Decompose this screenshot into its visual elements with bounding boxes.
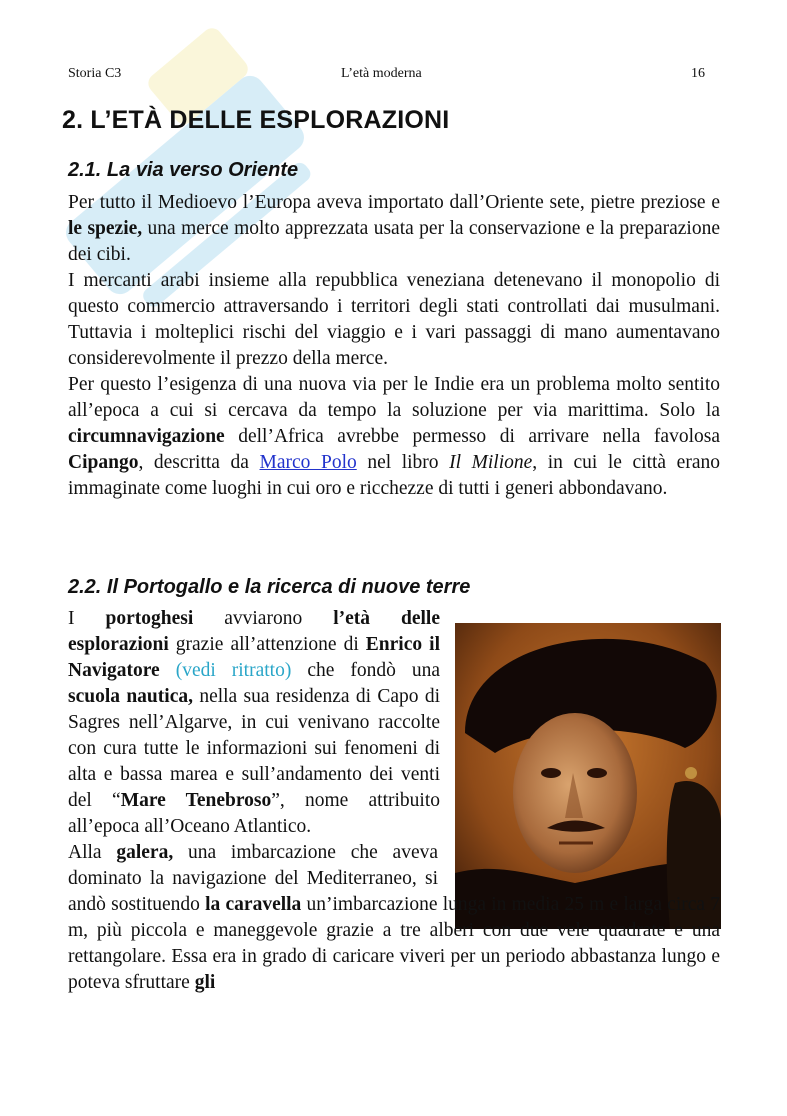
vedi-ritratto-link[interactable]: (vedi ritratto) [175,660,292,681]
section-body-via-oriente [68,190,720,502]
paragraph: Per questo l’esigenza di una nuova via per le Indie era un problema molto sentito all’epoca a cui si cercava da tempo la soluzione per via marittima. Solo la circumnavigazione dell’Africa avrebbe permesso di arrivare nella favolosa Cipango, descritta da Marco Polo nel libro Il Milione, in cui le città erano immaginate come luoghi in cui oro e ricchezze di tutti i generi abbondavano. [68,374,720,499]
paragraph: I portoghesi avviarono l’età delle esplorazioni grazie all’attenzione di Enrico il Navigatore (vedi ritratto) che fondò una scuola nautica, nella sua residenza di Capo di Sagres nell’Algarve, in cui venivano raccolte con cura tutte le informazioni sui fenomeni di alta e bassa marea e sull’andamento dei venti del “Mare Tenebroso”, nome attribuito all’epoca all’Oceano Atlantico. [68,608,441,837]
section-title-portogallo: 2.2. Il Portogallo e la ricerca di nuove terre [68,576,471,598]
marco-polo-link[interactable]: Marco Polo [259,452,357,473]
page-number: 16 [691,66,705,81]
page-header [68,66,705,84]
paragraph: Alla galera, una imbarcazione che aveva dominato la navigazione del Mediterraneo, si andò sostituendo la caravella un’imbarcazione lunga in media 25 m e larga circa 7 m, più piccola e maneggevole grazie a tre alberi con due vele quadrate e una rettangolare. Essa era in grado di caricare viveri per un periodo abbastanza lungo e poteva sfruttare gli [68,842,720,993]
chapter-title: 2. L’ETÀ DELLE ESPLORAZIONI [62,106,450,134]
header-chapter: L’età moderna [341,66,422,81]
header-course: Storia C3 [68,66,122,81]
section-body-portogallo [68,606,720,996]
paragraph: Per tutto il Medioevo l’Europa aveva importato dall’Oriente sete, pietre preziose e le spezie, una merce molto apprezzata usata per la conservazione e la preparazione dei cibi. [68,192,720,265]
section-title-via-oriente: 2.1. La via verso Oriente [68,159,299,181]
paragraph: I mercanti arabi insieme alla repubblica veneziana detenevano il monopolio di questo commercio attraversando i territori degli stati controllati dai musulmani. Tuttavia i molteplici rischi del viaggio e i vari passaggi di mano aumentavano considerevolmente il prezzo della merce. [68,270,720,369]
